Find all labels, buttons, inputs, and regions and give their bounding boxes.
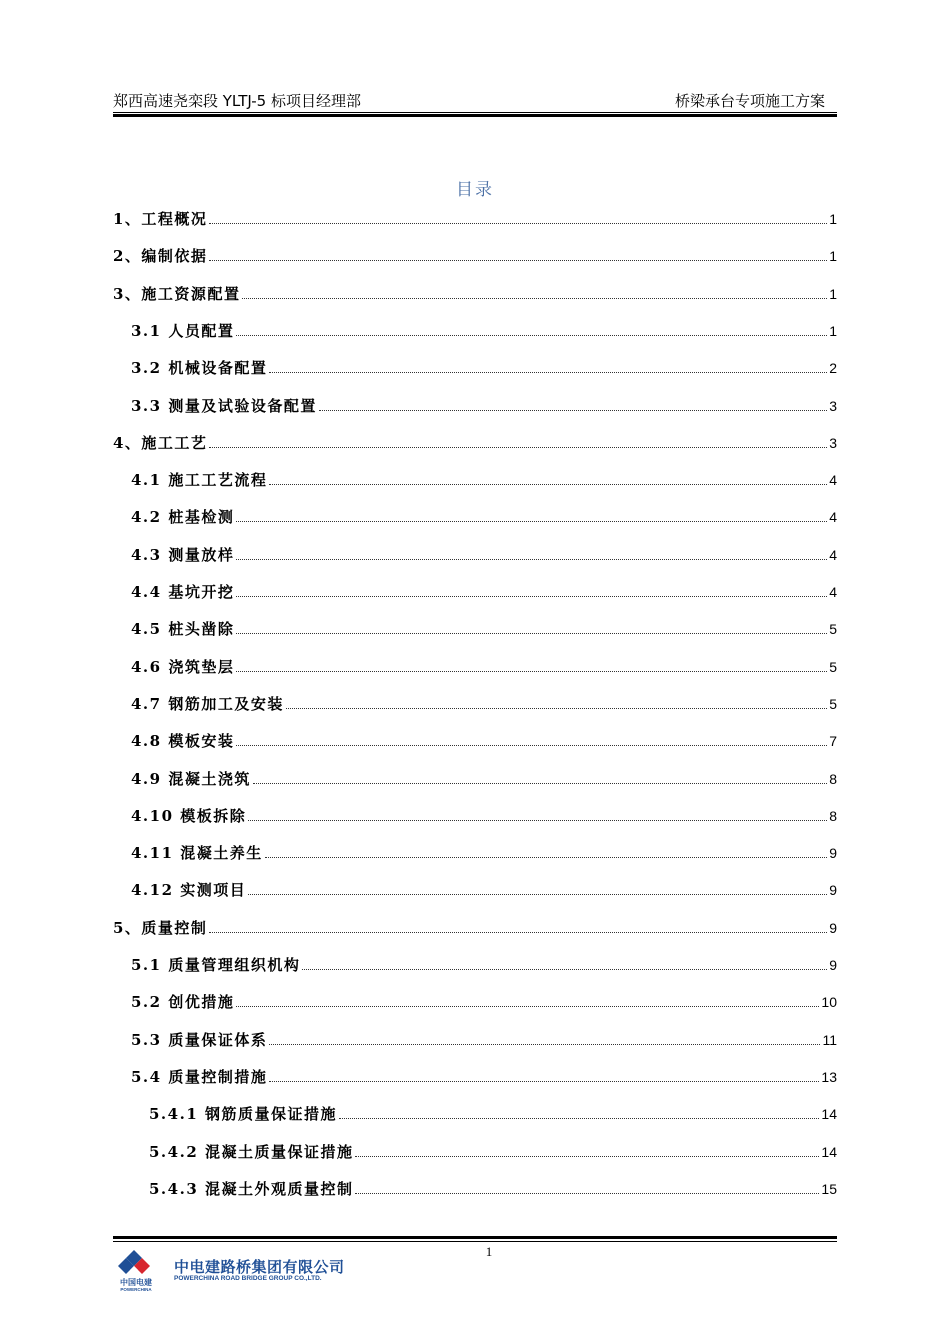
toc-entry-label: 4.10 模板拆除 (131, 806, 247, 825)
toc-entry-page: 1 (829, 211, 837, 227)
footer-divider-thick (113, 1236, 837, 1239)
toc-entry-page: 3 (829, 434, 837, 451)
toc-entry-page: 3 (829, 397, 837, 414)
toc-leader-dots (236, 595, 827, 597)
toc-leader-dots (269, 1080, 819, 1082)
toc-entry[interactable] (131, 317, 837, 341)
toc-leader-dots (209, 222, 827, 224)
toc-entry-label: 5.4.1 钢筋质量保证措施 (149, 1105, 337, 1124)
header-document-title: 桥梁承台专项施工方案 (674, 92, 825, 110)
toc-entry[interactable] (113, 205, 837, 229)
toc-leader-dots (269, 371, 827, 373)
toc-entry[interactable] (131, 392, 837, 416)
toc-entry-label: 4、施工工艺 (113, 433, 208, 452)
toc-leader-dots (286, 707, 827, 709)
toc-entry[interactable] (131, 839, 837, 863)
toc-entry-page: 5 (829, 695, 837, 712)
toc-entry[interactable] (131, 615, 837, 639)
toc-entry-page: 8 (829, 807, 837, 824)
header-divider (113, 112, 837, 113)
toc-leader-dots (269, 483, 827, 485)
header-divider-thick (113, 114, 837, 117)
toc-entry-page: 4 (829, 584, 837, 600)
toc-entry-page: 1 (829, 285, 837, 302)
company-name: 中电建路桥集团有限公司 (174, 1258, 345, 1276)
toc-leader-dots (236, 1005, 819, 1007)
toc-entry[interactable] (113, 429, 837, 453)
toc-entry-page: 9 (829, 845, 837, 862)
toc-entry-page: 4 (829, 546, 837, 563)
toc-entry-label: 1、工程概况 (113, 210, 208, 228)
toc-entry-page: 2 (829, 360, 837, 377)
toc-entry-label: 2、编制依据 (113, 247, 208, 266)
toc-entry-page: 4 (829, 509, 837, 526)
toc-entry-label: 5.4.2 混凝土质量保证措施 (149, 1142, 354, 1161)
toc-leader-dots (302, 968, 827, 970)
toc-entry[interactable] (131, 354, 837, 378)
toc-entry-label: 4.8 模板安装 (131, 732, 235, 751)
toc-leader-dots (253, 782, 827, 784)
toc-entry[interactable] (131, 503, 837, 527)
toc-title: 目录 (456, 180, 494, 200)
toc-entry-label: 5.4.3 混凝土外观质量控制 (149, 1179, 354, 1198)
toc-entry-label: 4.4 基坑开挖 (131, 583, 235, 601)
toc-entry-page: 14 (821, 1143, 837, 1160)
toc-entry-label: 4.6 浇筑垫层 (131, 657, 235, 676)
toc-leader-dots (269, 1043, 820, 1045)
toc-entry-page: 14 (821, 1106, 837, 1123)
toc-leader-dots (355, 1155, 819, 1157)
toc-entry[interactable] (149, 1138, 837, 1162)
toc-entry-page: 1 (829, 322, 837, 339)
toc-entry-label: 4.7 钢筋加工及安装 (131, 694, 284, 713)
page-number: 1 (485, 1244, 493, 1259)
toc-entry-label: 4.2 桩基检测 (131, 508, 235, 527)
toc-entry-page: 9 (829, 919, 837, 936)
toc-entry[interactable] (131, 653, 837, 677)
toc-entry-label: 3、施工资源配置 (113, 284, 241, 303)
toc-entry-label: 4.12 实测项目 (131, 881, 247, 900)
toc-entry-page: 7 (829, 733, 837, 750)
toc-leader-dots (248, 893, 827, 895)
toc-entry[interactable] (131, 988, 837, 1012)
toc-entry-label: 5.1 质量管理组织机构 (131, 956, 301, 974)
toc-entry-page: 11 (822, 1031, 837, 1048)
toc-entry[interactable] (131, 578, 837, 602)
toc-entry[interactable] (131, 1063, 837, 1087)
toc-leader-dots (209, 259, 827, 261)
toc-entry[interactable] (149, 1175, 837, 1199)
toc-entry[interactable] (131, 1026, 837, 1050)
toc-leader-dots (319, 409, 827, 411)
company-name-en: POWERCHINA ROAD BRIDGE GROUP CO.,LTD. (174, 1275, 322, 1282)
toc-leader-dots (242, 297, 827, 299)
toc-entry-label: 5.2 创优措施 (131, 993, 235, 1012)
toc-leader-dots (209, 931, 827, 933)
toc-leader-dots (236, 632, 827, 634)
toc-entry-page: 9 (829, 957, 837, 973)
toc-entry-page: 8 (829, 770, 837, 787)
toc-entry-label: 4.11 混凝土养生 (131, 844, 263, 863)
toc-entry[interactable] (131, 541, 837, 565)
toc-entry-label: 3.1 人员配置 (131, 321, 235, 340)
toc-entry-page: 9 (829, 882, 837, 899)
toc-entry-page: 5 (829, 658, 837, 675)
toc-entry[interactable] (149, 1100, 837, 1124)
toc-leader-dots (265, 856, 827, 858)
toc-entry[interactable] (131, 727, 837, 751)
toc-entry-page: 1 (829, 248, 837, 265)
toc-entry[interactable] (131, 765, 837, 789)
toc-entry[interactable] (113, 280, 837, 304)
toc-entry-label: 3.2 机械设备配置 (131, 359, 268, 378)
toc-entry-label: 4.5 桩头凿除 (131, 620, 235, 639)
toc-leader-dots (236, 670, 827, 672)
toc-leader-dots (236, 520, 827, 522)
toc-leader-dots (236, 334, 827, 336)
toc-entry[interactable] (113, 242, 837, 266)
toc-leader-dots (209, 446, 827, 448)
toc-entry[interactable] (131, 466, 837, 490)
toc-entry[interactable] (131, 690, 837, 714)
toc-entry[interactable] (113, 914, 837, 938)
logo-short-name-en: POWERCHINA (120, 1287, 152, 1292)
logo-short-name: 中国电建 (120, 1278, 152, 1287)
toc-entry-page: 13 (821, 1068, 837, 1085)
toc-entry[interactable] (131, 802, 837, 826)
toc-entry-label: 3.3 测量及试验设备配置 (131, 396, 317, 415)
toc-entry-page: 5 (829, 621, 837, 638)
toc-entry-label: 4.9 混凝土浇筑 (131, 769, 251, 788)
toc-entry-label: 4.3 测量放样 (131, 545, 235, 564)
toc-leader-dots (248, 819, 827, 821)
toc-leader-dots (236, 744, 827, 746)
toc-leader-dots (236, 558, 827, 560)
header-project-name: 郑西高速尧栾段 YLTJ-5 标项目经理部 (113, 92, 361, 110)
toc-entry-label: 5.4 质量控制措施 (131, 1067, 268, 1086)
toc-entry-label: 5、质量控制 (113, 918, 208, 937)
toc-leader-dots (355, 1192, 819, 1194)
toc-entry[interactable] (131, 876, 837, 900)
company-logo (118, 1248, 358, 1296)
toc-entry-page: 4 (829, 472, 837, 489)
toc-entry[interactable] (131, 951, 837, 975)
toc-leader-dots (339, 1117, 819, 1119)
toc-entry-page: 10 (821, 994, 837, 1011)
toc-entry-label: 4.1 施工工艺流程 (131, 471, 268, 490)
powerchina-logo-icon (118, 1248, 150, 1280)
toc-entry-page: 15 (821, 1180, 837, 1197)
toc-entry-label: 5.3 质量保证体系 (131, 1030, 268, 1049)
footer-divider (113, 1241, 837, 1242)
